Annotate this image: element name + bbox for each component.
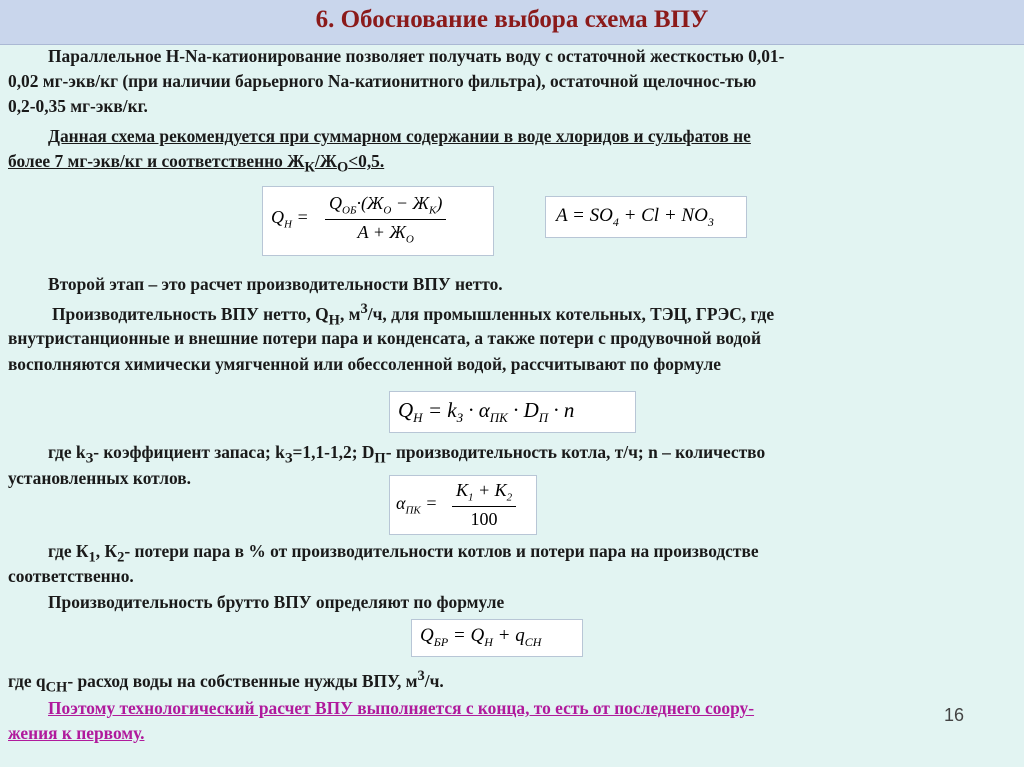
paragraph-5-line-2: установленных котлов. bbox=[8, 468, 192, 488]
paragraph-1-line-3: 0,2-0,35 мг-экв/кг. bbox=[8, 96, 148, 116]
paragraph-5-line-1: где $k_З-$ коэффициент запаса; $k_З=1,1-1,2$; $D_П-$ производительность котла, т/ч; n – количество bbox=[48, 442, 766, 467]
paragraph-3: Второй этап – это расчет производительности ВПУ нетто. bbox=[48, 274, 503, 294]
slide-title: 6. Обоснование выбора схема ВПУ bbox=[315, 6, 709, 33]
paragraph-6-line-1: где $К_1$, $К_2-$ потери пара в % от производительности котлов и потери пара на производстве bbox=[48, 541, 759, 566]
paragraph-8: где $q_{СН}-$ расход воды на собственные нужды ВПУ, $м^3/ч$. bbox=[8, 668, 444, 696]
paragraph-6-line-2: соответственно. bbox=[8, 566, 134, 586]
page-number: 16 bbox=[944, 705, 965, 725]
paragraph-1-line-2: 0,02 мг-экв/кг (при наличии барьерного Na-катионитного фильтра), остаточной щелочнос-тью bbox=[8, 71, 757, 91]
formula-qn-ratio: $Q_Н$ = $Q_{ОБ}\cdot(Ж_О - Ж_К)$ $A + Ж_О$ bbox=[262, 186, 494, 256]
paragraph-4-line-1: Производительность ВПУ нетто, $Q_Н$, $м^3/ч$, для промышленных котельных, ТЭЦ, ГРЭС, где bbox=[52, 301, 775, 329]
slide-content bbox=[0, 44, 1024, 767]
paragraph-9-line-1: Поэтому технологический расчет ВПУ выполняется с конца, то есть от последнего соору- bbox=[48, 698, 755, 718]
paragraph-4-line-3: восполняются химически умягченной или обессоленной водой, рассчитывают по формуле bbox=[8, 354, 721, 374]
paragraph-1-line-1: Параллельное Н-Na-катионирование позволяет получать воду с остаточной жесткостью 0,01- bbox=[48, 46, 785, 66]
formula-a-sum: $A = SO_4 + Cl + NO_3$ bbox=[545, 196, 747, 238]
formula-qn-product: $Q_Н = k_З \cdot \alpha_{ПК} \cdot D_П \cdot n$ bbox=[389, 391, 636, 433]
formula-alpha-pk: $\alpha_{ПК}$ = $К_1 + К_2$ 100 bbox=[389, 475, 537, 535]
formula-qbr: $Q_{БР} = Q_Н + q_{СН}$ bbox=[411, 619, 583, 657]
paragraph-7: Производительность брутто ВПУ определяют по формуле bbox=[48, 592, 505, 612]
paragraph-9-line-2: жения к первому. bbox=[8, 723, 145, 743]
title-bar bbox=[0, 0, 1024, 45]
paragraph-4-line-2: внутристанционные и внешние потери пара и конденсата, а также потери с продувочной водой bbox=[8, 328, 761, 348]
paragraph-2-line-1: Данная схема рекомендуется при суммарном содержании в воде хлоридов и сульфатов не bbox=[48, 126, 751, 146]
paragraph-2-line-2: более 7 мг-экв/кг и соответственно $Ж_К/Ж_О<0,5$. bbox=[8, 151, 385, 176]
